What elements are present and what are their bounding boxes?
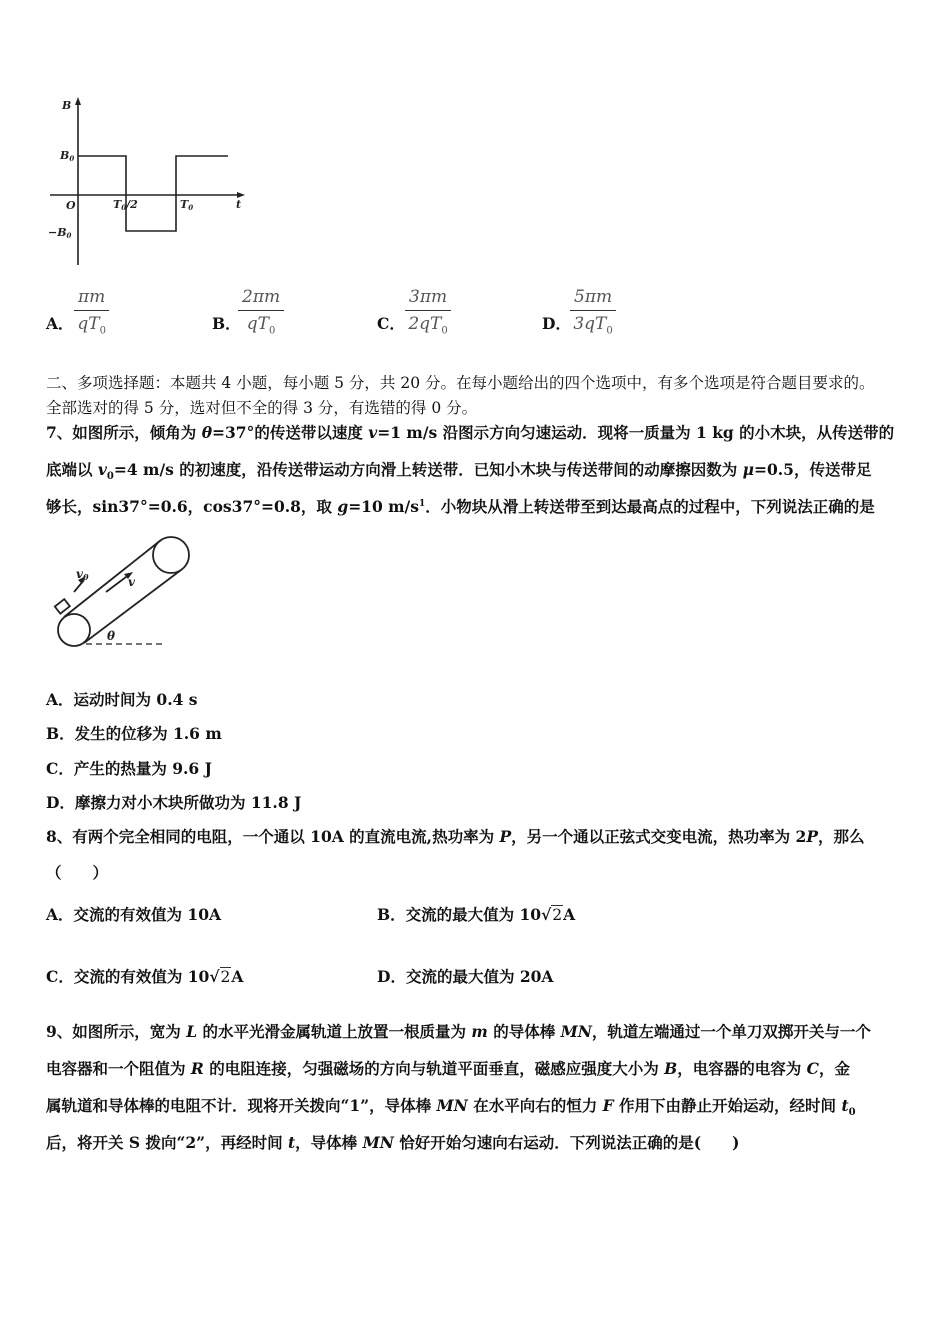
q9-line3: 属轨道和导体棒的电阻不计．现将开关拨向“1”，导体棒 MN 在水平向右的恒力 F 作用下由静止开始运动，经时间 $t_0$ <box>46 1096 856 1119</box>
q6-option-d[interactable]: D． <box>542 314 571 333</box>
q7-option-d[interactable]: D．摩擦力对小木块所做功为 11.8 J <box>46 793 302 812</box>
q6-option-d-fraction: 5πm $3qT_0$ <box>570 287 616 336</box>
q8-option-b[interactable]: B．交流的最大值为 10√2A <box>377 905 576 924</box>
fig-theta-label: θ <box>107 629 116 643</box>
q8-line2: （ ） <box>46 863 109 882</box>
b-waveform <box>78 156 228 231</box>
q7-line2: 底端以 $v_0=4$ m/s 的初速度，沿传送带运动方向滑上转送带．已知小木块与传送带间的动摩擦因数为 μ=0.5，传送带足 <box>46 460 872 483</box>
origin-label: O <box>66 199 76 212</box>
fig-v0-label: v0 <box>76 567 89 582</box>
q7-option-a[interactable]: A．运动时间为 0.4 s <box>46 690 198 709</box>
q6-option-a[interactable]: A． <box>46 314 74 333</box>
wood-block <box>55 599 70 613</box>
t-full-label: T0 <box>180 198 194 212</box>
q7-option-b[interactable]: B．发生的位移为 1.6 m <box>46 724 222 743</box>
sqrt-symbol: √2 <box>209 967 231 986</box>
axis-b-label: B <box>62 99 72 112</box>
axis-t-label: t <box>236 198 242 211</box>
q6-option-b[interactable]: B． <box>212 314 241 333</box>
fig-v-label: v <box>128 575 135 589</box>
section2-line1: 二、多项选择题：本题共 4 小题，每小题 5 分，共 20 分。在每小题给出的四个选项中，有多个选项是符合题目要求的。 <box>46 374 875 392</box>
b0-label: B0 <box>60 149 75 163</box>
conveyor-figure <box>44 530 204 655</box>
q7-line1: 7、如图所示，倾角为 θ=37°的传送带以速度 v=1 m/s 沿图示方向匀速运动．现将一质量为 1 kg 的小木块，从传送带的 <box>46 423 895 442</box>
t-half-label: T0/2 <box>113 198 138 212</box>
section2-line2: 全部选对的得 5 分，选对但不全的得 3 分，有选错的得 0 分。 <box>46 399 478 417</box>
q8-option-a[interactable]: A．交流的有效值为 10A <box>46 905 222 924</box>
neg-b0-label: −B0 <box>48 226 72 240</box>
q8-option-d[interactable]: D．交流的最大值为 20A <box>377 967 554 986</box>
q8-line1: 8、有两个完全相同的电阻，一个通以 10A 的直流电流,热功率为 P，另一个通以正弦式交变电流，热功率为 2P，那么 <box>46 827 865 846</box>
q9-line2: 电容器和一个阻值为 R 的电阻连接，匀强磁场的方向与轨道平面垂直，磁感应强度大小为 B，电容器的电容为 C，金 <box>46 1059 850 1078</box>
q9-line4: 后，将开关 S 拨向“2”，再经时间 t，导体棒 MN 恰好开始匀速向右运动．下列说法正确的是( ) <box>46 1133 740 1152</box>
q6-option-c-fraction: 3πm $2qT_0$ <box>405 287 451 336</box>
q7-line3: 够长，sin37°=0.6，cos37°=0.8，取 g=10 $m/s^1$．小物块从滑上转送带至到达最高点的过程中，下列说法正确的是 <box>46 497 875 516</box>
q9-line1: 9、如图所示，宽为 L 的水平光滑金属轨道上放置一根质量为 m 的导体棒 MN，轨道左端通过一个单刀双掷开关与一个 <box>46 1022 871 1041</box>
q6-option-a-fraction: πm $qT_0$ <box>74 287 109 336</box>
q7-option-c[interactable]: C．产生的热量为 9.6 J <box>46 759 212 778</box>
q6-option-b-fraction: 2πm $qT_0$ <box>238 287 284 336</box>
b-t-graph <box>40 95 260 270</box>
q8-option-c[interactable]: C．交流的有效值为 10√2A <box>46 967 244 986</box>
sqrt-symbol: √2 <box>541 905 563 924</box>
q6-option-c[interactable]: C． <box>377 314 405 333</box>
